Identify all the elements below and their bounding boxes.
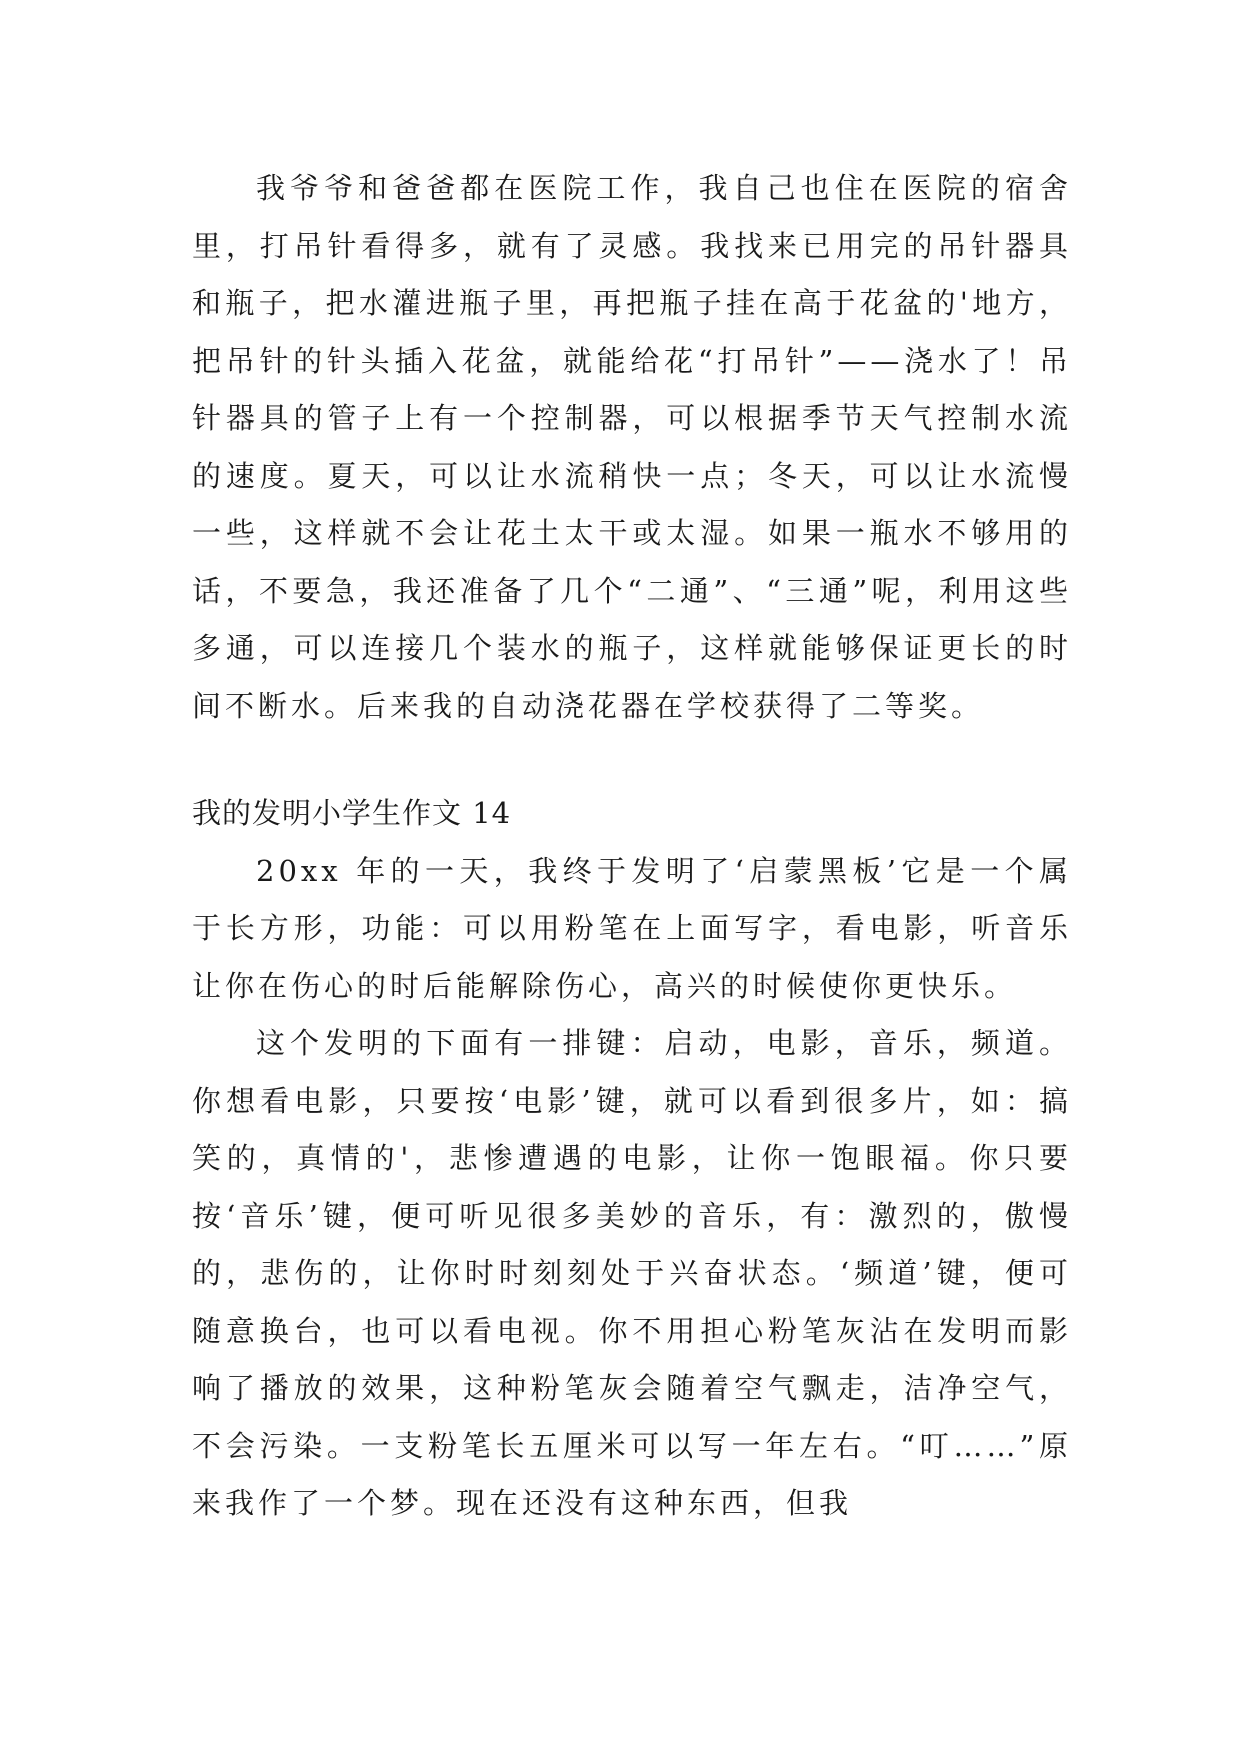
- document-body: [192, 160, 1072, 1533]
- section-spacer: [192, 735, 1072, 785]
- paragraph-keys-description: 这个发明的下面有一排键：启动，电影，音乐，频道。你想看电影，只要按‘电影’键，就可以看到很多片，如：搞笑的，真情的'，悲惨遭遇的电影，让你一饱眼福。你只要按‘音乐’键，便可听见很多美妙的音乐，有：激烈的，傲慢的，悲伤的，让你时时刻刻处于兴奋状态。‘频道’键，便可随意换台，也可以看电视。你不用担心粉笔灰沾在发明而影响了播放的效果，这种粉笔灰会随着空气飘走，洁净空气，不会污染。一支粉笔长五厘米可以写一年左右。“叮……”原来我作了一个梦。现在还没有这种东西，但我: [192, 1026, 1072, 1520]
- section-heading: 我的发明小学生作文 14: [192, 796, 512, 830]
- paragraph-enlightenment-blackboard: 20xx 年的一天，我终于发明了‘启蒙黑板’它是一个属于长方形，功能：可以用粉笔在上面写字，看电影，听音乐让你在伤心的时后能解除伤心，高兴的时候使你更快乐。: [192, 853, 1072, 1003]
- paragraph-automatic-watering: 我爷爷和爸爸都在医院工作，我自己也住在医院的宿舍里，打吊针看得多，就有了灵感。我找来已用完的吊针器具和瓶子，把水灌进瓶子里，再把瓶子挂在高于花盆的'地方，把吊针的针头插入花盆，就能给花“打吊针”——浇水了！吊针器具的管子上有一个控制器，可以根据季节天气控制水流的速度。夏天，可以让水流稍快一点；冬天，可以让水流慢一些，这样就不会让花土太干或太湿。如果一瓶水不够用的话，不要急，我还准备了几个“二通”、“三通”呢，利用这些多通，可以连接几个装水的瓶子，这样就能够保证更长的时间不断水。后来我的自动浇花器在学校获得了二等奖。: [192, 171, 1072, 723]
